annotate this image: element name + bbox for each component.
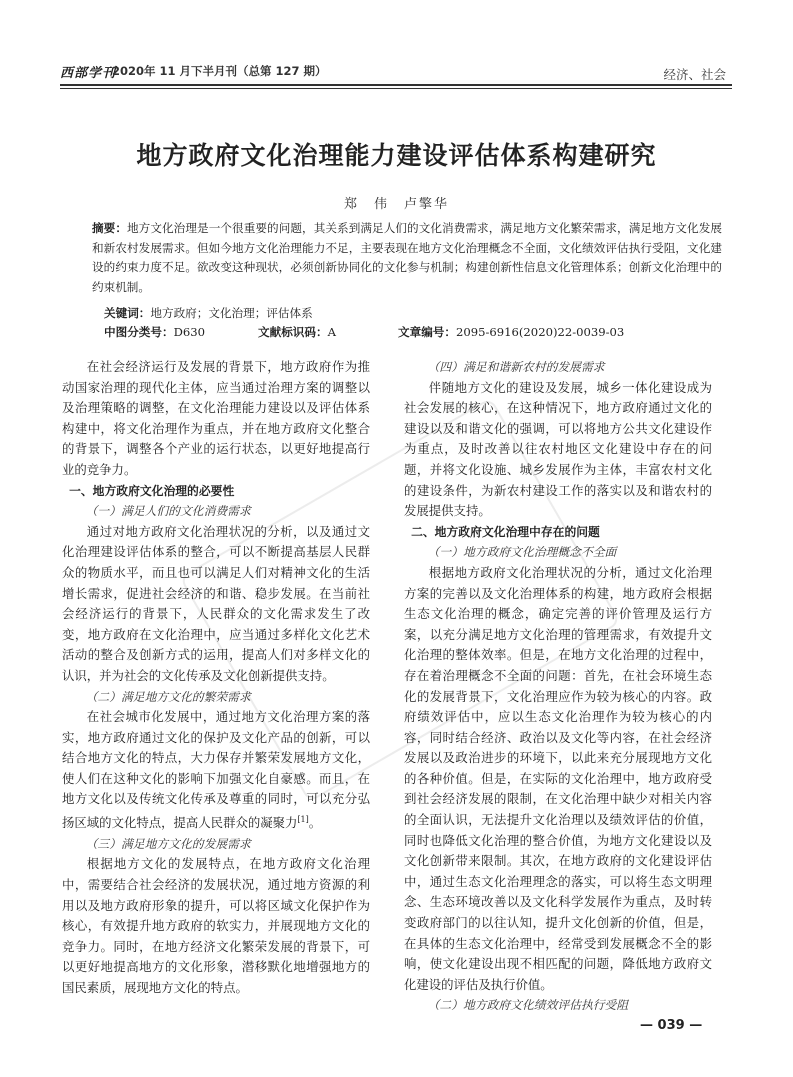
header-rule-thin <box>60 88 732 89</box>
section-label: 经济、社会 <box>663 67 726 82</box>
subsection-heading: （三）满足地方文化的发展需求 <box>85 836 251 851</box>
section-heading: 一、地方政府文化治理的必要性 <box>69 483 235 498</box>
abstract-label: 摘要： <box>92 221 128 235</box>
clc-value: D630 <box>173 325 206 339</box>
paragraph-end: 。 <box>308 815 322 831</box>
keywords-text: 地方政府；文化治理；评估体系 <box>150 306 313 320</box>
paragraph: 根据地方政府文化治理状况的分析，通过文化治理方案的完善以及文化治理体系的构建，地方政府会根据生态文化治理的概念，确定完善的评价管理及运行方案，以充分满足地方文化治理的管理需求，有效提升文化治理的整体效率。但是，在地方文化治理的过程中，存在着治理概念不全面的问题：首先，在社会环境生态化的发展背景下，文化治理应作为较为核心的内容。政府绩效评估中，应以生态文化治理作为较为核心的内容，同时结合经济、政治以及文化等内容，在社会经济发展以及政治进步的环境下，以此来充分展现地方文化的各种价值。但是，在实际的文化治理中，地方政府受到社会经济发展的限制，在文化治理中缺少对相关内容的全面认识，无法提升文化治理以及绩效评估的价值，同时也降低文化治理的整合价值，为地方文化建设以及文化创新带来限制。其次，在地方政府的文化建设评估中，通过生态文化治理理念的落实，可以将生态文明理念、生态环境改善以及文化科学发展作为重点，及时转变政府部门的以往认知，提升文化创新的价值，但是，在具体的生态文化治理中，经常受到发展概念不全的影响，使文化建设出现不相匹配的问题，降低地方政府文化建设的评估及执行价值。 <box>404 564 712 992</box>
keywords <box>104 304 724 322</box>
subsection-heading: （二）满足地方文化的繁荣需求 <box>85 689 251 704</box>
abstract <box>92 219 722 298</box>
left-column <box>62 357 370 999</box>
journal-name: 西部学刊 <box>60 66 117 81</box>
clc-number <box>104 323 205 341</box>
keywords-label: 关键词： <box>104 306 151 320</box>
doc-value: A <box>327 325 336 339</box>
paragraph: 通过对地方政府文化治理状况的分析，以及通过文化治理建设评估体系的整合，可以不断提高基层人民群众的物质水平，而且也可以满足人们对精神文化的生活增长需求，促进社会经济的和谐、稳步发展。在当前社会经济运行的背景下，人民群众的文化需求发生了改变，地方政府在文化治理中，应当通过多样化文化艺术活动的整合及创新方式的运用，提高人们对多样文化的认识，并为社会的文化传承及文化创新提供支持。 <box>62 523 370 683</box>
subsection-heading: （一）地方政府文化治理概念不全面 <box>427 545 617 560</box>
subsection-heading: （一）满足人们的文化消费需求 <box>85 504 251 519</box>
paragraph: 伴随地方文化的建设及发展，城乡一体化建设成为社会发展的核心，在这种情况下，地方政府通过文化的建设以及和谐文化的强调，可以将地方公共文化建设作为重点，及时改善以往农村地区文化建设中存在的问题，并将文化设施、城乡发展作为主体，丰富农村文化的建设条件，为新农村建设工作的落实以及和谐农村的发展提供支持。 <box>404 379 712 519</box>
right-column <box>404 357 712 1016</box>
section-heading: 二、地方政府文化治理中存在的问题 <box>411 524 600 539</box>
authors: 郑 伟 卢擎华 <box>343 197 449 212</box>
doc-label: 文献标识码： <box>258 325 328 339</box>
article-title: 地方政府文化治理能力建设评估体系构建研究 <box>136 141 657 170</box>
header-rule <box>60 84 732 86</box>
paragraph-text: 在社会城市化发展中，通过地方文化治理方案的落实，地方政府通过文化的保护及文化产品的创新，可以结合地方文化的特点，大力保存并繁荣发展地方文化，使人们在这种文化的影响下加强文化自豪感。而且，在地方文化以及传统文化传承及尊重的同时，可以充分弘扬区域的文化特点，提高人民群众的凝聚力 <box>62 709 370 831</box>
paragraph: 根据地方文化的发展特点，在地方政府文化治理中，需要结合社会经济的发展状况，通过地方资源的利用以及地方政府形象的提升，可以将区域文化保护作为核心，有效提升地方政府的软实力，并展现地方文化的竞争力。同时，在地方经济文化繁荣发展的背景下，可以更好地提高地方的文化形象，潜移默化地增强地方的国民素质，展现地方文化的特点。 <box>62 856 370 995</box>
clc-label: 中图分类号： <box>104 325 174 339</box>
article-number <box>398 323 624 341</box>
paragraph <box>62 707 370 834</box>
paragraph: 在社会经济运行及发展的背景下，地方政府作为推动国家治理的现代化主体，应当通过治理方案的调整以及治理策略的调整，在文化治理能力建设以及评估体系构建中，将文化治理作为重点，并在地方政府文化整合的背景下，调整各个产业的运行状态，以更好地提高行业的竞争力。 <box>62 359 370 477</box>
article-value: 2095-6916(2020)22-0039-03 <box>455 325 625 339</box>
subsection-heading: （四）满足和谐新农村的发展需求 <box>427 360 605 374</box>
issue-info: 2020年 11 月下半月刊（总第 127 期） <box>112 64 327 78</box>
citation: [1] <box>297 815 309 825</box>
subsection-heading: （二）地方政府文化绩效评估执行受阻 <box>427 998 629 1013</box>
running-header <box>60 60 732 82</box>
page-number: — 039 — <box>640 1018 703 1033</box>
document-code <box>258 323 336 341</box>
article-label: 文章编号： <box>398 325 456 339</box>
abstract-text: 地方文化治理是一个很重要的问题，其关系到满足人们的文化消费需求，满足地方文化繁荣需求，满足地方文化发展和新农村发展需求。但如今地方文化治理能力不足，主要表现在地方文化治理概念不全面，文化绩效评估执行受阻，文化建设的约束力度不足。欲改变这种现状，必须创新协同化的文化参与机制；构建创新性信息文化管理体系；创新文化治理中的约束机制。 <box>92 221 722 295</box>
